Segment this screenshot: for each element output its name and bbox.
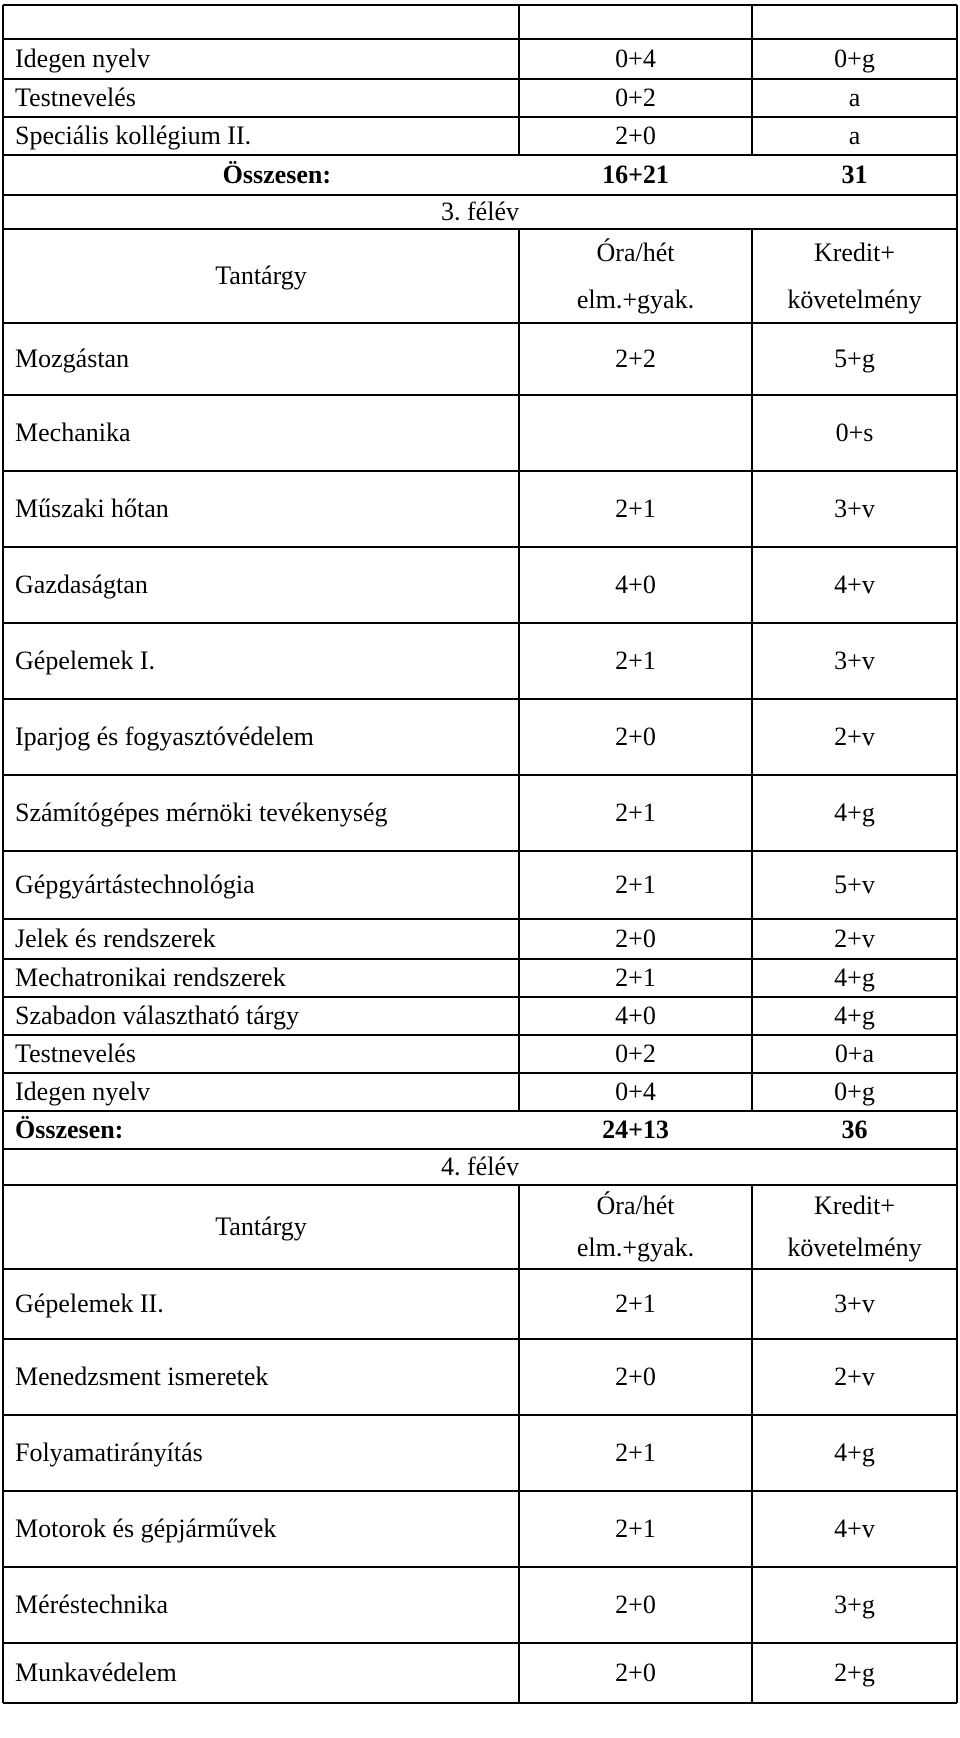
column-divider — [518, 395, 520, 471]
column-divider — [2, 775, 4, 851]
column-divider — [751, 919, 753, 959]
subject-cell: Idegen nyelv — [15, 44, 151, 73]
column-divider — [2, 699, 4, 775]
subject-cell: Menedzsment ismeretek — [15, 1362, 269, 1391]
row-divider — [3, 4, 957, 6]
subject-cell: Mechatronikai rendszerek — [15, 963, 286, 992]
subject-cell: Testnevelés — [15, 83, 136, 112]
column-divider — [956, 395, 958, 471]
column-divider — [751, 997, 753, 1035]
column-divider — [518, 851, 520, 919]
column-divider — [751, 229, 753, 323]
total-hours: 16+21 — [602, 160, 669, 189]
subject-cell: Műszaki hőtan — [15, 494, 169, 523]
column-divider — [956, 195, 958, 229]
column-divider — [956, 117, 958, 155]
column-divider — [956, 1269, 958, 1339]
header-hours-line1: Óra/hét — [596, 237, 675, 267]
column-divider — [518, 1415, 520, 1491]
column-divider — [2, 997, 4, 1035]
column-divider — [956, 851, 958, 919]
hours-cell: 2+1 — [615, 798, 656, 827]
column-divider — [518, 1185, 520, 1269]
column-divider — [956, 1643, 958, 1703]
column-divider — [751, 1567, 753, 1643]
column-divider — [518, 323, 520, 395]
row-divider — [3, 1702, 957, 1704]
column-divider — [751, 851, 753, 919]
subject-cell: Gépelemek II. — [15, 1289, 164, 1318]
header-hours-line1: Óra/hét — [596, 1191, 675, 1220]
subject-cell: Folyamatirányítás — [15, 1438, 203, 1467]
hours-cell: 2+0 — [615, 121, 656, 150]
column-divider — [518, 117, 520, 155]
column-divider — [751, 547, 753, 623]
column-divider — [751, 39, 753, 79]
column-divider — [956, 1149, 958, 1185]
subject-cell: Szabadon választható tárgy — [15, 1001, 299, 1030]
column-divider — [2, 851, 4, 919]
subject-cell: Gépgyártástechnológia — [15, 870, 255, 899]
column-divider — [518, 79, 520, 117]
column-divider — [2, 155, 4, 195]
header-credit-line1: Kredit+ — [813, 1191, 896, 1220]
column-divider — [751, 775, 753, 851]
column-divider — [2, 117, 4, 155]
credit-cell: 2+v — [834, 1362, 875, 1391]
column-divider — [956, 623, 958, 699]
column-divider — [2, 1269, 4, 1339]
credit-cell: 4+v — [834, 570, 875, 599]
hours-cell: 2+2 — [615, 344, 656, 373]
hours-cell: 0+4 — [615, 44, 656, 73]
column-divider — [956, 155, 958, 195]
column-divider — [956, 5, 958, 39]
column-divider — [956, 1035, 958, 1073]
subject-cell: Speciális kollégium II. — [15, 121, 252, 150]
credit-cell: 4+g — [834, 963, 875, 992]
subject-cell: Gazdaságtan — [15, 570, 148, 599]
column-divider — [518, 39, 520, 79]
hours-cell: 4+0 — [615, 570, 656, 599]
credit-cell: 5+g — [834, 344, 875, 373]
column-divider — [956, 959, 958, 997]
header-credit-line1: Kredit+ — [813, 237, 896, 267]
column-divider — [2, 1491, 4, 1567]
column-divider — [518, 623, 520, 699]
total-credit: 36 — [841, 1115, 868, 1144]
credit-cell: a — [848, 121, 861, 150]
column-divider — [518, 1269, 520, 1339]
column-divider — [2, 919, 4, 959]
column-divider — [751, 79, 753, 117]
column-divider — [751, 699, 753, 775]
column-divider — [956, 1415, 958, 1491]
hours-cell: 2+0 — [615, 1362, 656, 1391]
subject-cell: Méréstechnika — [15, 1590, 169, 1619]
subject-cell: Mechanika — [15, 418, 131, 447]
credit-cell: a — [848, 83, 861, 112]
subject-cell: Testnevelés — [15, 1039, 136, 1068]
column-divider — [2, 1339, 4, 1415]
column-divider — [2, 623, 4, 699]
column-divider — [956, 547, 958, 623]
column-divider — [518, 919, 520, 959]
column-divider — [751, 323, 753, 395]
subject-cell: Gépelemek I. — [15, 646, 156, 675]
credit-cell: 4+g — [834, 1438, 875, 1467]
column-divider — [2, 323, 4, 395]
credit-cell: 5+v — [834, 870, 875, 899]
header-hours — [519, 229, 752, 323]
total-credit: 31 — [841, 160, 868, 189]
column-divider — [956, 471, 958, 547]
hours-cell: 2+0 — [615, 722, 656, 751]
column-divider — [518, 775, 520, 851]
hours-cell: 2+1 — [615, 870, 656, 899]
hours-cell: 2+1 — [615, 1289, 656, 1318]
column-divider — [518, 959, 520, 997]
subject-cell: Jelek és rendszerek — [15, 924, 216, 953]
credit-cell: 0+s — [835, 418, 874, 447]
column-divider — [518, 5, 520, 39]
hours-cell: 4+0 — [615, 1001, 656, 1030]
credit-cell: 3+v — [834, 494, 875, 523]
column-divider — [2, 79, 4, 117]
header-credit — [752, 229, 957, 323]
total-label: Összesen: — [15, 1115, 124, 1144]
header-hours — [519, 1185, 752, 1269]
column-divider — [751, 623, 753, 699]
column-divider — [518, 547, 520, 623]
hours-cell: 2+0 — [615, 1590, 656, 1619]
column-divider — [956, 1073, 958, 1111]
credit-cell: 3+v — [834, 646, 875, 675]
column-divider — [2, 1073, 4, 1111]
hours-cell: 0+2 — [615, 1039, 656, 1068]
subject-cell: Számítógépes mérnöki tevékenység — [15, 798, 388, 827]
hours-cell: 2+0 — [615, 924, 656, 953]
total-label: Összesen: — [222, 160, 331, 189]
subject-cell: Munkavédelem — [15, 1658, 177, 1687]
hours-cell: 2+0 — [615, 1658, 656, 1687]
column-divider — [518, 1073, 520, 1111]
column-divider — [751, 471, 753, 547]
column-divider — [2, 1111, 4, 1149]
credit-cell: 4+g — [834, 798, 875, 827]
credit-cell: 4+v — [834, 1514, 875, 1543]
column-divider — [956, 1567, 958, 1643]
credit-cell: 4+g — [834, 1001, 875, 1030]
credit-cell: 0+g — [834, 1077, 875, 1106]
semester-title: 4. félév — [441, 1152, 519, 1181]
column-divider — [2, 1643, 4, 1703]
column-divider — [518, 1035, 520, 1073]
credit-cell: 0+a — [834, 1039, 875, 1068]
column-divider — [751, 1415, 753, 1491]
hours-cell: 2+1 — [615, 1514, 656, 1543]
column-divider — [751, 959, 753, 997]
column-divider — [518, 997, 520, 1035]
column-divider — [2, 1567, 4, 1643]
total-hours: 24+13 — [602, 1115, 669, 1144]
header-hours-line2: elm.+gyak. — [576, 1233, 695, 1262]
column-divider — [518, 1643, 520, 1703]
column-divider — [751, 5, 753, 39]
column-divider — [751, 1185, 753, 1269]
column-divider — [751, 395, 753, 471]
credit-cell: 3+g — [834, 1590, 875, 1619]
column-divider — [751, 1269, 753, 1339]
credit-cell: 3+v — [834, 1289, 875, 1318]
subject-cell: Motorok és gépjárművek — [15, 1514, 277, 1543]
column-divider — [751, 1491, 753, 1567]
column-divider — [2, 1035, 4, 1073]
column-divider — [2, 195, 4, 229]
column-divider — [751, 1643, 753, 1703]
column-divider — [956, 997, 958, 1035]
credit-cell: 2+g — [834, 1658, 875, 1687]
hours-cell: 2+1 — [615, 1438, 656, 1467]
column-divider — [956, 229, 958, 323]
column-divider — [956, 919, 958, 959]
credit-cell: 0+g — [834, 44, 875, 73]
column-divider — [2, 395, 4, 471]
column-divider — [518, 1339, 520, 1415]
hours-cell: 2+1 — [615, 963, 656, 992]
hours-cell: 0+2 — [615, 83, 656, 112]
column-divider — [518, 229, 520, 323]
column-divider — [2, 1415, 4, 1491]
header-subject: Tantárgy — [215, 1212, 307, 1241]
column-divider — [2, 1185, 4, 1269]
subject-cell: Mozgástan — [15, 344, 130, 373]
hours-cell — [519, 395, 752, 471]
column-divider — [2, 1149, 4, 1185]
header-credit-line2: követelmény — [787, 1233, 922, 1262]
column-divider — [751, 117, 753, 155]
column-divider — [956, 1491, 958, 1567]
column-divider — [518, 1567, 520, 1643]
column-divider — [751, 1035, 753, 1073]
column-divider — [2, 229, 4, 323]
column-divider — [956, 79, 958, 117]
semester-title: 3. félév — [441, 197, 519, 226]
column-divider — [518, 699, 520, 775]
column-divider — [2, 547, 4, 623]
header-subject: Tantárgy — [215, 261, 307, 290]
column-divider — [751, 1339, 753, 1415]
column-divider — [751, 1073, 753, 1111]
column-divider — [956, 1185, 958, 1269]
column-divider — [2, 39, 4, 79]
column-divider — [956, 699, 958, 775]
hours-cell: 2+1 — [615, 494, 656, 523]
hours-cell: 2+1 — [615, 646, 656, 675]
column-divider — [956, 1339, 958, 1415]
column-divider — [956, 775, 958, 851]
column-divider — [2, 5, 4, 39]
column-divider — [956, 1111, 958, 1149]
column-divider — [2, 471, 4, 547]
header-credit — [752, 1185, 957, 1269]
header-hours-line2: elm.+gyak. — [576, 284, 695, 314]
column-divider — [518, 471, 520, 547]
column-divider — [2, 959, 4, 997]
credit-cell: 2+v — [834, 924, 875, 953]
header-credit-line2: követelmény — [787, 284, 922, 314]
subject-cell: Idegen nyelv — [15, 1077, 151, 1106]
subject-cell: Iparjog és fogyasztóvédelem — [15, 722, 314, 751]
column-divider — [518, 1491, 520, 1567]
column-divider — [956, 39, 958, 79]
hours-cell: 0+4 — [615, 1077, 656, 1106]
column-divider — [956, 323, 958, 395]
credit-cell: 2+v — [834, 722, 875, 751]
